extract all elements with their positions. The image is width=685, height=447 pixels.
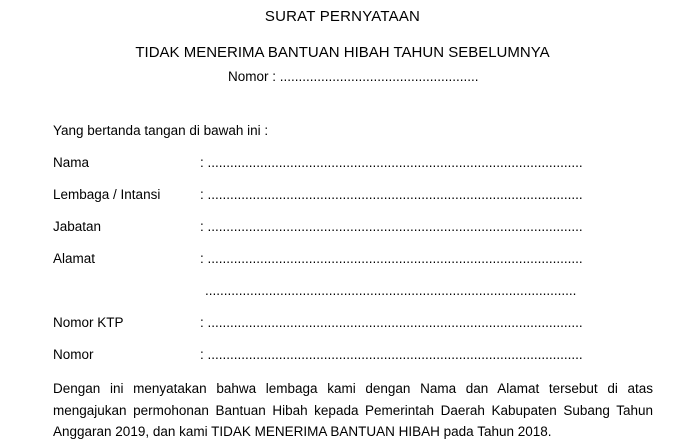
field-label-nama: Nama (53, 155, 90, 170)
field-value-lembaga: : .................................................................................................... (200, 187, 583, 202)
field-value-alamat: : .................................................................................................... (200, 251, 583, 266)
document-number-line: Nomor : ..................................................... (228, 69, 479, 84)
field-value-ktp: : .................................................................................................... (200, 315, 583, 330)
field-value-nama: : .................................................................................................... (200, 155, 583, 170)
field-label-ktp: Nomor KTP (53, 315, 124, 330)
field-label-alamat: Alamat (53, 251, 96, 266)
field-value-alamat-continued: ................................................................................................... (205, 283, 577, 298)
field-value-nomor: : .................................................................................................... (200, 347, 583, 362)
intro-text: Yang bertanda tangan di bawah ini : (53, 123, 269, 138)
statement-paragraph: Dengan ini menyatakan bahwa lembaga kami dengan Nama dan Alamat tersebut di atas mengajukan permohonan Bantuan Hibah kepada Pemerintah Daerah Kabupaten Subang Tahun Anggaran 2019, dan kami TIDAK MENERIMA BANTUAN HIBAH pada Tahun 2018. (53, 381, 653, 439)
document-subtitle: TIDAK MENERIMA BANTUAN HIBAH TAHUN SEBELUMNYA (135, 44, 550, 61)
field-value-jabatan: : .................................................................................................... (200, 219, 583, 234)
field-label-nomor: Nomor (53, 347, 94, 362)
document-title: SURAT PERNYATAAN (264, 8, 421, 25)
field-label-jabatan: Jabatan (53, 219, 102, 234)
field-label-lembaga: Lembaga / Intansi (53, 187, 161, 202)
